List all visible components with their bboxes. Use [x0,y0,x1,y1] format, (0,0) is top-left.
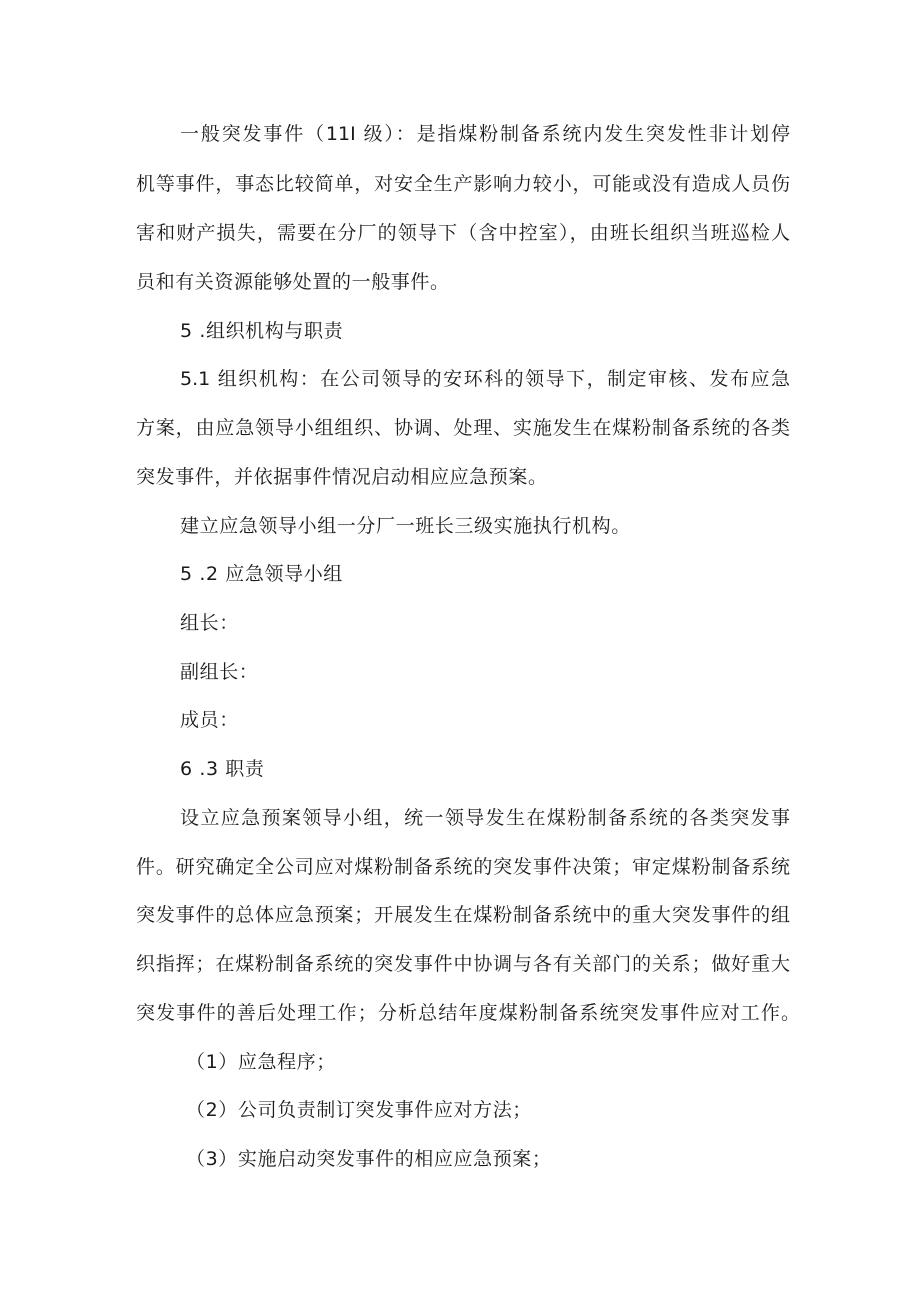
section-6-3-line-1: 设立应急预案领导小组，统一领导发生在煤粉制备系统的各类突发事 [180,807,790,829]
paragraph-general-event-line-4: 员和有关资源能够处置的一般事件。 [136,271,450,293]
section-6-3-heading: 6 .3 职责 [180,758,265,780]
section-6-3-line-4: 织指挥；在煤粉制备系统的突发事件中协调与各有关部门的关系；做好重大 [136,953,790,975]
leader-label: 组长： [180,612,239,634]
section-5-1-line-3: 突发事件，并依据事件情况启动相应应急预案。 [136,466,548,488]
section-6-3-line-5: 突发事件的善后处理工作；分析总结年度煤粉制备系统突发事件应对工作。 [136,1002,800,1024]
section-5-1-line-2: 方案，由应急领导小组组织、协调、处理、实施发生在煤粉制备系统的各类 [136,417,790,439]
section-6-3-line-2: 件。研究确定全公司应对煤粉制备系统的突发事件决策；审定煤粉制备系统 [136,856,790,878]
build-structure-paragraph: 建立应急领导小组一分厂一班长三级实施执行机构。 [180,515,631,537]
paragraph-general-event-line-2: 机等事件，事态比较简单，对安全生产影响力较小，可能或没有造成人员伤 [136,173,790,195]
section-5-heading: 5 .组织机构与职责 [180,320,344,342]
list-item-1: （1）应急程序； [186,1051,336,1073]
vice-leader-label: 副组长： [180,661,259,683]
paragraph-general-event-line-3: 害和财产损失，需要在分厂的领导下（含中控室），由班长组织当班巡检人 [136,222,790,244]
section-6-3-line-3: 突发事件的总体应急预案；开展发生在煤粉制备系统中的重大突发事件的组 [136,904,790,926]
list-item-3: （3）实施启动突发事件的相应应急预案； [186,1148,552,1170]
section-5-1-line-1: 5.1 组织机构：在公司领导的安环科的领导下，制定审核、发布应急 [180,368,790,390]
list-item-2: （2）公司负责制订突发事件应对方法； [186,1099,532,1121]
paragraph-general-event-line-1: 一般突发事件（11I 级）：是指煤粉制备系统内发生突发性非计划停 [180,123,790,145]
members-label: 成员： [180,709,239,731]
section-5-2-heading: 5 .2 应急领导小组 [180,563,343,585]
